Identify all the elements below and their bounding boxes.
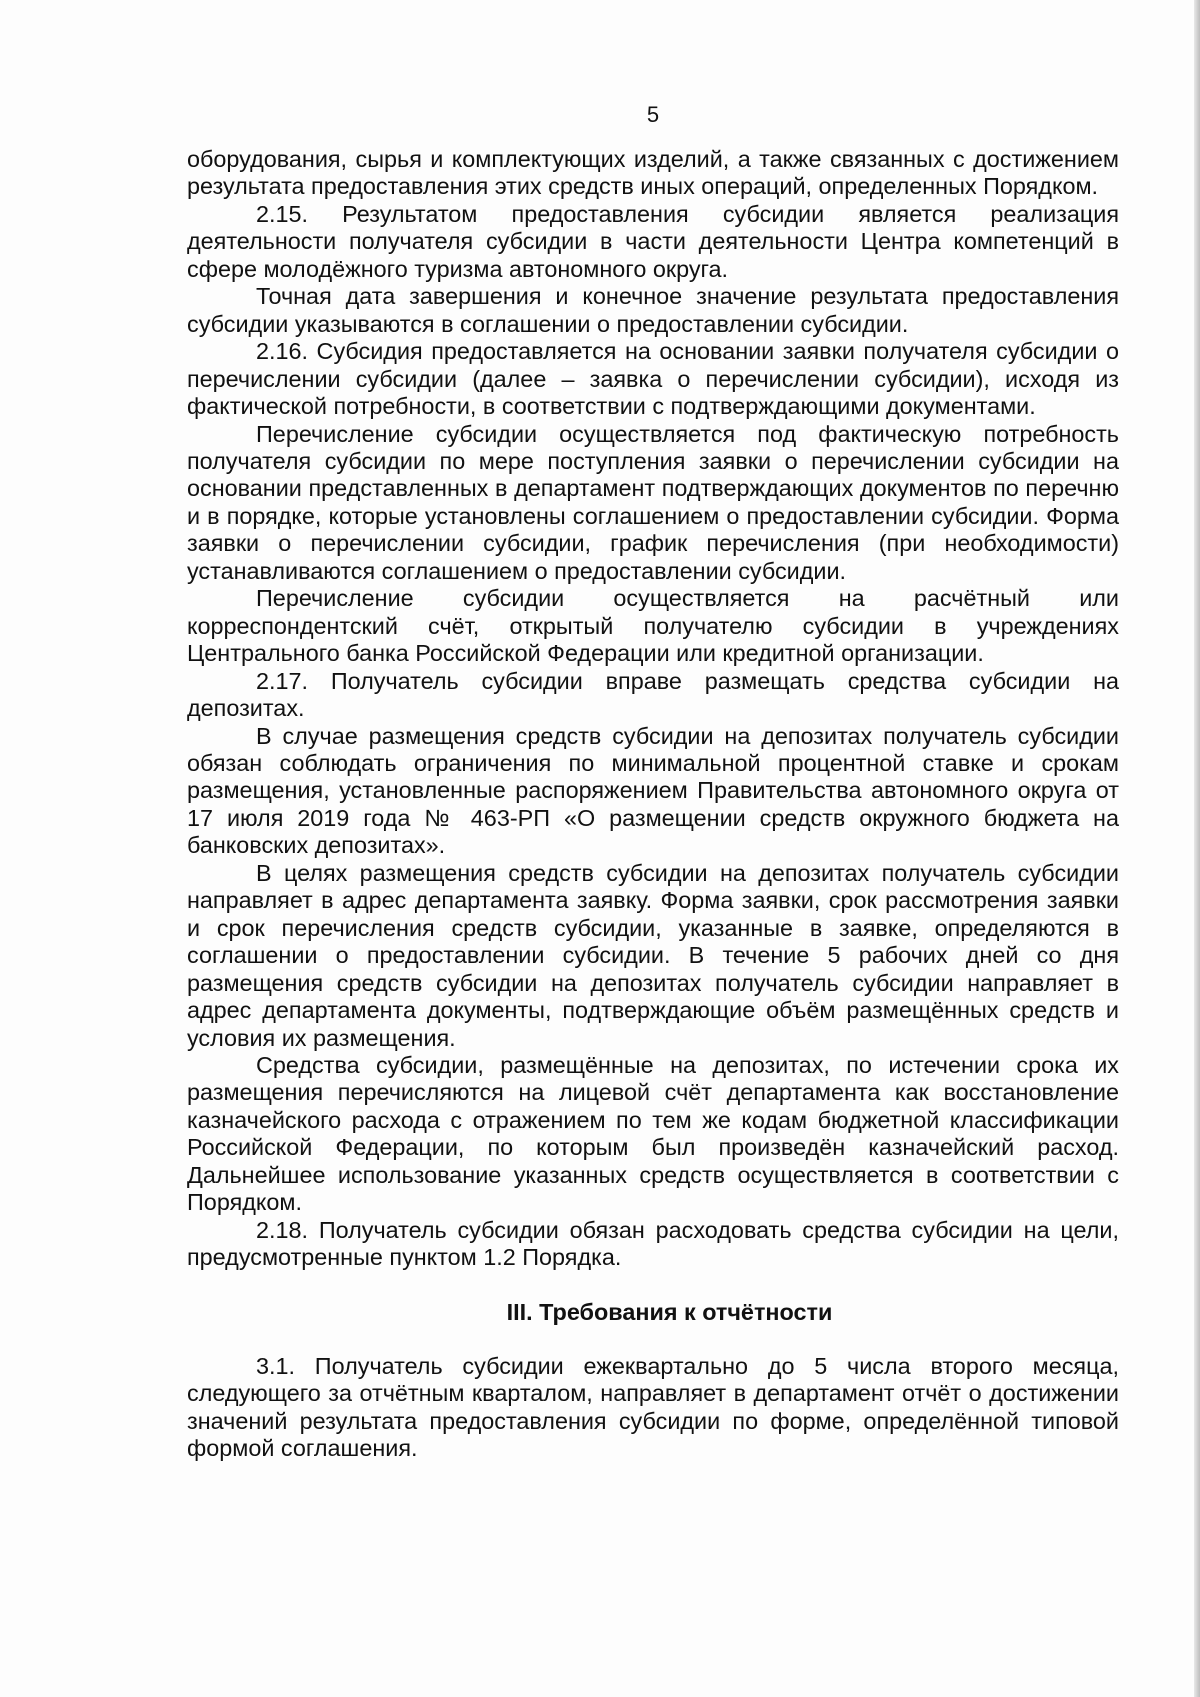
- paragraph-transfer-account: Перечисление субсидии осуществляется на расчётный или корреспондентский счёт, открытый получателю субсидии в учреждениях Центрального банка Российской Федерации или кредитной организации.: [187, 585, 1119, 667]
- paragraph-2-16: 2.16. Субсидия предоставляется на основании заявки получателя субсидии о перечислении субсидии (далее – заявка о перечислении субсидии), исходя из фактической потребности, в соответствии с подтверждающими документами.: [187, 338, 1119, 420]
- paragraph-continuation: оборудования, сырья и комплектующих изделий, а также связанных с достижением результата предоставления этих средств иных операций, определенных Порядком.: [187, 146, 1119, 200]
- paragraph-deposit-restrictions: В случае размещения средств субсидии на депозитах получатель субсидии обязан соблюдать ограничения по минимальной процентной ставке и срокам размещения, установленные распоряжением Правительства автономного округа от 17 июля 2019 года № 463-РП «О размещении средств окружного бюджета на банковских депозитах».: [187, 722, 1119, 859]
- page-number: 5: [646, 102, 660, 127]
- paragraph-2-18: 2.18. Получатель субсидии обязан расходовать средства субсидии на цели, предусмотренные пунктом 1.2 Порядка.: [187, 1216, 1119, 1271]
- page-edge-shadow: [1194, 0, 1200, 1697]
- paragraph-result-date: Точная дата завершения и конечное значение результата предоставления субсидии указываются в соглашении о предоставлении субсидии.: [187, 283, 1119, 337]
- paragraph-2-17: 2.17. Получатель субсидии вправе размещать средства субсидии на депозитах.: [187, 667, 1119, 722]
- paragraph-2-15: 2.15. Результатом предоставления субсидии является реализация деятельности получателя субсидии в части деятельности Центра компетенций в сфере молодёжного туризма автономного округа.: [187, 200, 1119, 282]
- paragraph-deposit-return: Средства субсидии, размещённые на депозитах, по истечении срока их размещения перечисляются на лицевой счёт департамента как восстановление казначейского расхода с отражением по тем же кодам бюджетной классификации Российской Федерации, по которым был произведён казначейский расход. Дальнейшее использование указанных средств осуществляется в соответствии с Порядком.: [187, 1051, 1119, 1216]
- section-heading: III. Требования к отчётности: [506, 1298, 833, 1325]
- document-body: [187, 146, 1119, 1463]
- paragraph-deposit-application: В целях размещения средств субсидии на депозитах получатель субсидии направляет в адрес департамента заявку. Форма заявки, срок рассмотрения заявки и срок перечисления средств субсидии, указанные в заявке, определяются в соглашении о предоставлении субсидии. В течение 5 рабочих дней со дня размещения средств субсидии на депозитах получатель субсидии направляет в адрес департамента документы, подтверждающие объём размещённых средств и условия их размещения.: [187, 859, 1119, 1051]
- paragraph-transfer-need: Перечисление субсидии осуществляется под фактическую потребность получателя субсидии по мере поступления заявки о перечислении субсидии на основании представленных в департамент подтверждающих документов по перечню и в порядке, которые установлены соглашением о предоставлении субсидии. Форма заявки о перечислении субсидии, график перечисления (при необходимости) устанавливаются соглашением о предоставлении субсидии.: [187, 420, 1119, 584]
- paragraph-3-1: 3.1. Получатель субсидии ежеквартально до 5 числа второго месяца, следующего за отчётным кварталом, направляет в департамент отчёт о достижении значений результата предоставления субсидии по форме, определённой типовой формой соглашения.: [187, 1353, 1119, 1462]
